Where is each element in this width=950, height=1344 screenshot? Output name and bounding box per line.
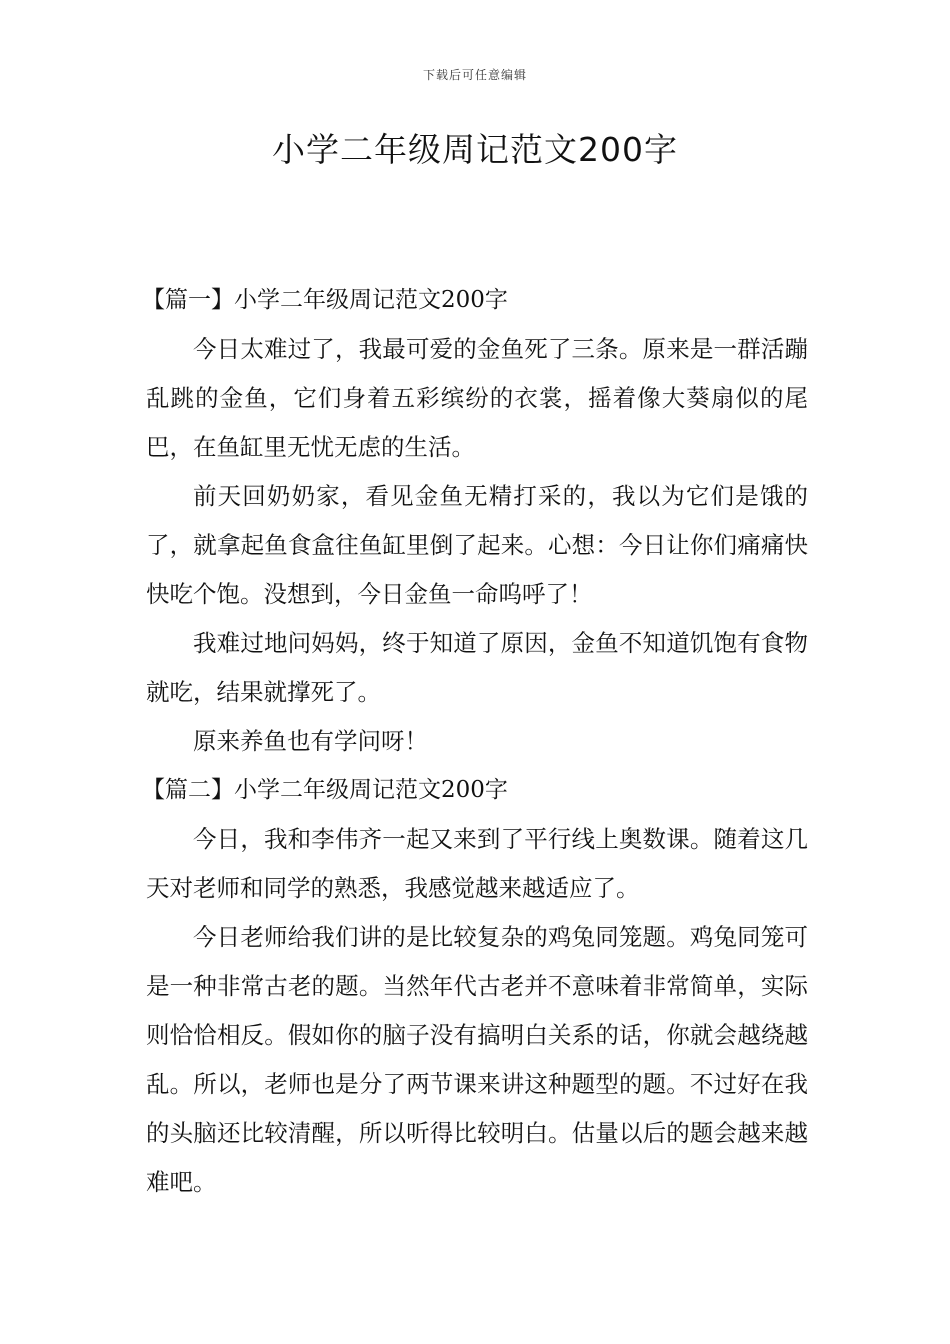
- header-note: 下载后可任意编辑: [422, 68, 527, 82]
- section-heading: 【篇二】小学二年级周记范文200字: [142, 777, 508, 803]
- paragraph: 今日，我和李伟齐一起又来到了平行线上奥数课。随着这几天对老师和同学的熟悉，我感觉越来越适应了。: [146, 825, 808, 902]
- paragraph: 我难过地问妈妈，终于知道了原因，金鱼不知道饥饱有食物就吃，结果就撑死了。: [146, 629, 808, 706]
- paragraph: 原来养鱼也有学问呀！: [193, 727, 428, 755]
- section-one: [142, 276, 808, 766]
- section-two: [142, 766, 808, 1207]
- paragraph: 今日老师给我们讲的是比较复杂的鸡兔同笼题。鸡兔同笼可是一种非常古老的题。当然年代古老并不意味着非常简单，实际则恰恰相反。假如你的脑子没有搞明白关系的话，你就会越绕越乱。所以，老师也是分了两节课来讲这种题型的题。不过好在我的头脑还比较清醒，所以听得比较明白。估量以后的题会越来越难吧。: [146, 923, 808, 1196]
- paragraph: 今日太难过了，我最可爱的金鱼死了三条。原来是一群活蹦乱跳的金鱼，它们身着五彩缤纷的衣裳，摇着像大葵扇似的尾巴，在鱼缸里无忧无虑的生活。: [146, 335, 808, 461]
- section-heading: 【篇一】小学二年级周记范文200字: [142, 287, 508, 313]
- document-body: [142, 276, 808, 1207]
- document-title: 小学二年级周记范文200字: [272, 130, 678, 169]
- paragraph: 前天回奶奶家，看见金鱼无精打采的，我以为它们是饿的了，就拿起鱼食盒往鱼缸里倒了起来。心想：今日让你们痛痛快快吃个饱。没想到，今日金鱼一命呜呼了！: [146, 482, 808, 608]
